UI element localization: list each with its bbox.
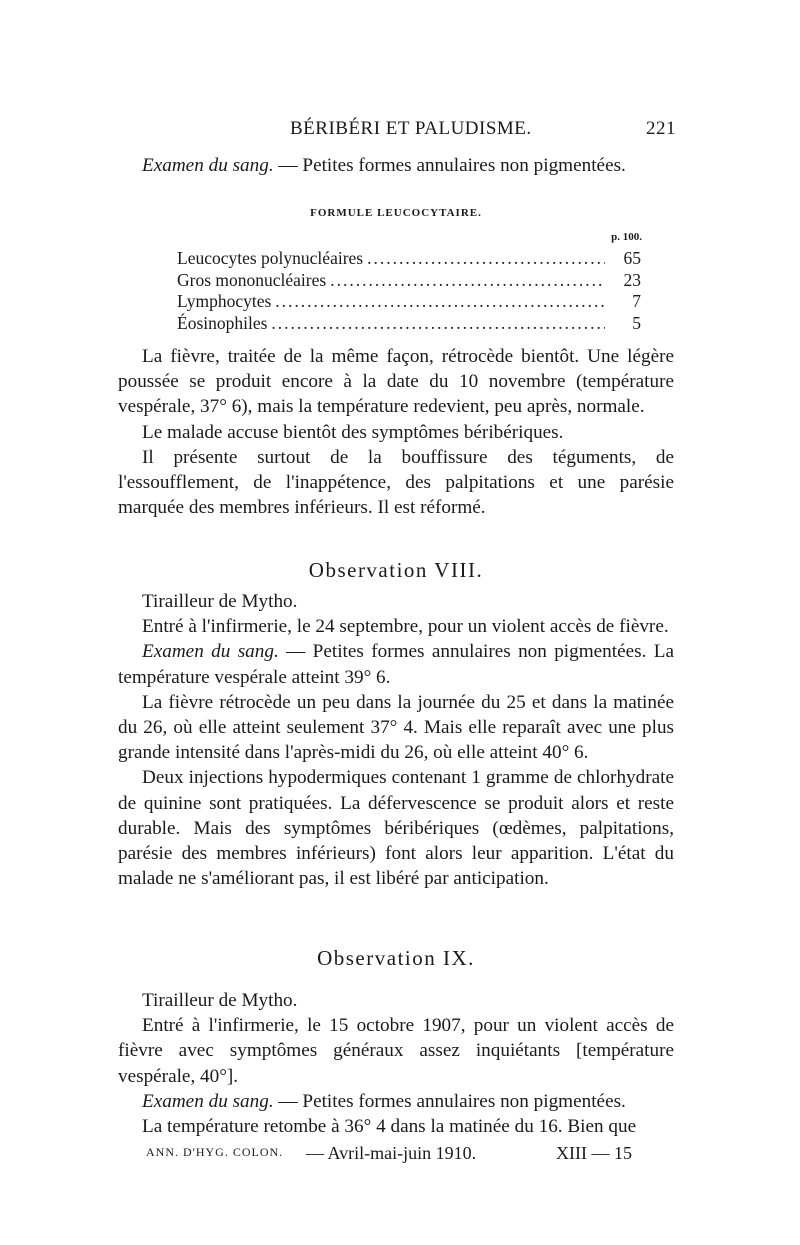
table-row xyxy=(177,291,641,313)
italic-label: Examen du sang. xyxy=(142,641,279,663)
paragraph: Il présente surtout de la bouffissure des téguments, de l'essoufflement, de l'inappétence, des palpitations et une parésie marquée des membres inférieurs. Il est réformé. xyxy=(118,446,674,519)
table-row-value: 65 xyxy=(623,248,641,268)
paragraph-text: — Petites formes annulaires non pigmentées. La température vespérale atteint 39° 6. xyxy=(118,641,674,688)
paragraph xyxy=(118,1089,674,1114)
table-unit: p. 100. xyxy=(611,231,642,243)
paragraph: La fièvre, traitée de la même façon, rétrocède bientôt. Une légère poussée se produit encore à la date du 10 novembre (température vespérale, 37° 6), mais la température redevient, peu après, normale. xyxy=(118,346,674,418)
dot-leader xyxy=(271,313,605,335)
italic-label: Examen du sang. xyxy=(142,155,274,176)
page-number: 221 xyxy=(646,118,676,139)
paragraph: Deux injections hypodermiques contenant 1 gramme de chlorhydrate de quinine sont pratiquées. La défervescence se produit alors et reste durable. Mais des symptômes béribériques (œdèmes, palpitations, parésie des membres inférieurs) font alors leur apparition. L'état du malade ne s'améliorant pas, il est libéré par anticipation. xyxy=(118,767,674,890)
paragraph: La fièvre rétrocède un peu dans la journée du 25 et dans la matinée du 26, où elle atteint seulement 37° 4. Mais elle reparaît avec une plus grande intensité dans l'après-midi du 26, où elle atteint 40° 6. xyxy=(118,691,674,764)
issue-date: — Avril-mai-juin 1910. xyxy=(306,1143,477,1163)
observation-8-text xyxy=(118,589,674,891)
table-caption: FORMULE LEUCOCYTAIRE. xyxy=(310,207,482,219)
dot-leader xyxy=(367,248,605,270)
paragraph-text: — Petites formes annulaires non pigmentées. xyxy=(273,155,626,176)
observation-9-text xyxy=(118,988,674,1139)
paragraph-block-2 xyxy=(118,344,674,520)
page-footer xyxy=(118,1143,674,1167)
paragraph: Le malade accuse bientôt des symptômes béribériques. xyxy=(142,421,564,443)
paragraph xyxy=(118,639,674,689)
table-row xyxy=(177,313,641,335)
paragraph: Entré à l'infirmerie, le 24 septembre, pour un violent accès de fièvre. xyxy=(142,616,669,638)
table-row-value: 7 xyxy=(632,291,641,311)
journal-name: ANN. D'HYG. COLON. xyxy=(146,1145,284,1159)
paragraph: Tirailleur de Mytho. xyxy=(142,990,298,1011)
table-row-value: 23 xyxy=(623,269,641,290)
running-title: BÉRIBÉRI ET PALUDISME. xyxy=(290,118,532,139)
italic-label: Examen du sang. xyxy=(142,1090,274,1112)
observation-title: Observation IX. xyxy=(317,946,475,970)
running-head xyxy=(118,118,676,144)
table-row-value: 5 xyxy=(632,312,641,333)
paragraph-block-1 xyxy=(118,153,674,178)
dot-leader xyxy=(275,291,605,313)
table-row xyxy=(177,248,641,270)
paragraph: La température retombe à 36° 4 dans la matinée du 16. Bien que xyxy=(142,1116,637,1138)
paragraph: Tirailleur de Mytho. xyxy=(142,591,298,612)
paragraph: Entré à l'infirmerie, le 15 octobre 1907, pour un violent accès de fièvre avec symptômes généraux assez inquiétants [température vespérale, 40°]. xyxy=(118,1015,674,1087)
table-row xyxy=(177,270,641,292)
leucocyte-table xyxy=(177,248,641,334)
table-row-label: Gros mononucléaires xyxy=(177,269,327,290)
dot-leader xyxy=(330,270,605,292)
observation-title: Observation VIII. xyxy=(308,558,484,582)
table-row-label: Leucocytes polynucléaires xyxy=(177,248,364,268)
signature-mark: XIII — 15 xyxy=(556,1143,632,1163)
paragraph-text: — Petites formes annulaires non pigmentées. xyxy=(273,1090,626,1112)
table-row-label: Éosinophiles xyxy=(177,312,268,333)
table-row-label: Lymphocytes xyxy=(177,291,272,311)
paragraph xyxy=(118,153,674,178)
